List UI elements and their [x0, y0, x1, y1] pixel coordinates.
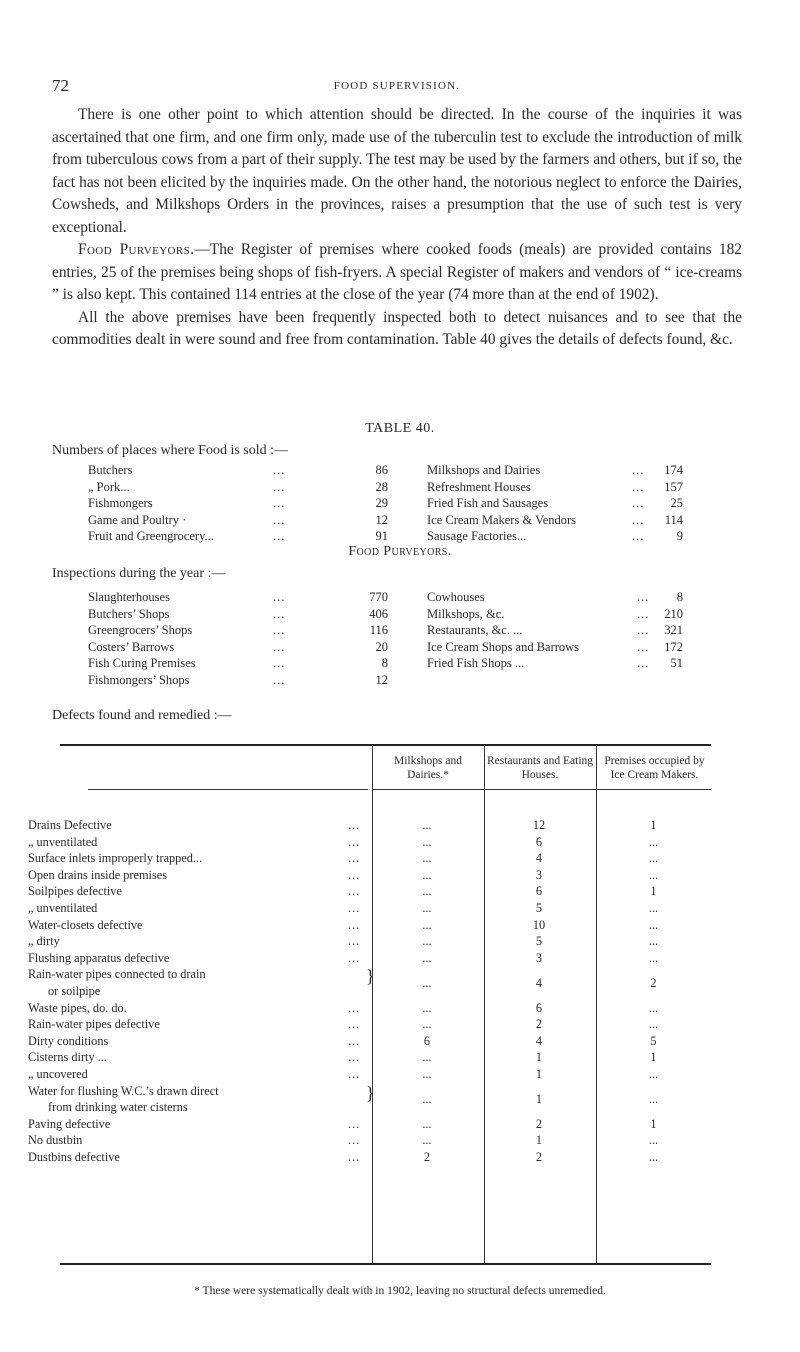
leader-dots: ...: [348, 884, 361, 899]
list-item: [427, 589, 683, 606]
inspections-left-list: [88, 589, 388, 688]
item-value: 9: [676, 529, 683, 543]
leader-dots: ...: [273, 606, 286, 621]
leader-dots: ...: [348, 1133, 361, 1148]
item-value: 8: [381, 656, 388, 670]
leader-dots: ...: [348, 867, 361, 882]
leader-dots: ...: [273, 656, 286, 670]
leader-dots: ...: [632, 496, 645, 510]
table-title: TABLE 40.: [365, 421, 435, 436]
purveyors-lead: Food Purveyors.: [78, 241, 195, 258]
leader-dots: ...: [273, 623, 286, 637]
row-label-continued: or soilpipe: [48, 983, 101, 998]
row-label: Rain-water pipes defective: [28, 1017, 160, 1032]
item-value: 12: [375, 512, 388, 527]
table-cell: ...: [422, 1116, 432, 1131]
item-label: Refreshment Houses: [427, 479, 531, 494]
item-value: 29: [375, 496, 388, 510]
table-cell: ...: [648, 901, 659, 915]
table-cell: 1: [650, 1116, 657, 1131]
table-cell: ...: [422, 917, 432, 932]
leader-dots: ...: [632, 529, 645, 543]
running-title: FOOD SUPERVISION.: [333, 80, 461, 92]
leader-dots: ...: [348, 851, 361, 866]
leader-dots: ...: [637, 639, 650, 654]
table-cell: ...: [422, 1091, 432, 1106]
item-label: Milkshops, &c.: [427, 606, 505, 621]
item-value: 321: [664, 623, 683, 637]
table-cell: 3: [535, 867, 543, 882]
list-item: [427, 528, 683, 545]
table-cell: ...: [648, 834, 659, 849]
table-bottom-rule: [60, 1263, 711, 1265]
leader-dots: ...: [348, 1000, 361, 1015]
table-cell: 12: [532, 818, 546, 832]
item-value: 28: [375, 479, 388, 494]
item-label: Butchers: [88, 463, 133, 477]
table-cell: 4: [535, 1033, 543, 1048]
item-value: 25: [670, 496, 683, 510]
table-cell: 6: [423, 1033, 431, 1048]
leader-dots: ...: [632, 512, 645, 527]
list-item: [88, 495, 388, 512]
list-item: [427, 495, 683, 512]
row-label: Open drains inside premises: [28, 867, 167, 882]
table-cell: ...: [422, 851, 432, 866]
table-cell: ...: [648, 917, 659, 932]
row-label: „ dirty: [28, 934, 60, 949]
list-item: [88, 512, 388, 529]
item-value: 114: [664, 512, 683, 527]
brace: }: [366, 1082, 375, 1103]
leader-dots: ...: [348, 1050, 361, 1065]
list-item: [427, 479, 683, 496]
table-cell: ...: [648, 1067, 659, 1081]
places-right-list: [427, 462, 683, 545]
leader-dots: ...: [348, 950, 361, 965]
leader-dots: ...: [348, 934, 361, 949]
leader-dots: ...: [273, 463, 286, 477]
column-header-ice-cream: Premises occupied by Ice Cream Makers.: [604, 755, 705, 781]
table-cell: ...: [648, 1017, 659, 1032]
table-cell: 1: [650, 818, 657, 832]
footnote: * These were systematically dealt with in 1902, leaving no structural defects unremedied.: [194, 1285, 606, 1297]
item-label: Slaughterhouses: [88, 590, 170, 604]
item-value: 91: [375, 529, 388, 543]
leader-dots: ...: [273, 639, 286, 654]
page-number: 72: [52, 76, 69, 95]
table-cell: 1: [535, 1067, 543, 1081]
leader-dots: ...: [273, 529, 286, 543]
leader-dots: ...: [348, 834, 361, 849]
table-cell: ...: [648, 851, 659, 866]
item-value: 12: [375, 672, 388, 687]
item-label: Ice Cream Shops and Barrows: [427, 639, 580, 654]
body-text: [52, 104, 742, 352]
table-cell: 6: [535, 834, 543, 849]
list-item: [88, 528, 388, 545]
item-label: Restaurants, &c. ...: [427, 623, 523, 637]
brace: }: [366, 966, 375, 987]
paragraph-purveyors: [52, 239, 742, 307]
item-value: 406: [369, 606, 388, 621]
row-label: Soilpipes defective: [28, 884, 122, 899]
table-cell: ...: [648, 950, 659, 965]
table-cell: ...: [648, 1091, 659, 1106]
row-label: Dustbins defective: [28, 1150, 120, 1164]
table-cell: ...: [422, 1000, 432, 1015]
table-cell: 10: [532, 917, 546, 932]
purveyors-text: —The Register of premises where cooked foods (meals) are provided contains 182 entries, 25 of the premises being shops of fish-fryers. A special Register of makers and vendors of “ ice-creams ” is also kept. This contained 114 entries at the close of the year (74 more than at the end of 1902).: [52, 241, 742, 303]
defects-intro: Defects found and remedied :—: [52, 708, 232, 723]
table-cell: ...: [648, 934, 659, 949]
table-cell: ...: [422, 834, 432, 849]
table-cell: 5: [535, 901, 543, 915]
list-item: [88, 606, 388, 623]
table-cell: 4: [535, 851, 543, 866]
header-rule-label: [88, 789, 368, 790]
leader-dots: ...: [273, 496, 286, 510]
leader-dots: ...: [348, 1150, 361, 1164]
item-label: Greengrocers’ Shops: [88, 623, 193, 637]
table-cell: 1: [535, 1050, 543, 1065]
leader-dots: ...: [273, 479, 286, 494]
leader-dots: ...: [637, 623, 650, 637]
column-header-milkshops: Milkshops and Dairies.*: [393, 755, 463, 781]
item-label: Ice Cream Makers & Vendors: [427, 512, 577, 527]
item-value: 157: [664, 479, 683, 494]
leader-dots: ...: [348, 818, 361, 832]
row-label: Flushing apparatus defective: [28, 950, 170, 965]
row-label: Water for flushing W.C.’s drawn direct: [28, 1083, 219, 1098]
row-label-continued: from drinking water cisterns: [48, 1100, 188, 1115]
item-label: Butchers’ Shops: [88, 606, 170, 621]
leader-dots: ...: [637, 656, 650, 670]
table-cell: 3: [535, 950, 543, 965]
row-label: Paving defective: [28, 1116, 111, 1131]
item-label: Fruit and Greengrocery...: [88, 529, 214, 543]
header-rule-columns: [372, 789, 711, 790]
list-item: [427, 622, 683, 639]
leader-dots: ...: [348, 1067, 361, 1081]
item-value: 172: [664, 639, 683, 654]
leader-dots: ...: [273, 512, 286, 527]
leader-dots: ...: [348, 1116, 361, 1131]
item-label: Fishmongers: [88, 496, 153, 510]
table-cell: 1: [650, 884, 657, 899]
places-left-list: [88, 462, 388, 545]
row-label: No dustbin: [28, 1133, 83, 1148]
leader-dots: ...: [637, 590, 650, 604]
row-label: Rain-water pipes connected to drain: [28, 967, 206, 982]
item-value: 174: [664, 463, 683, 477]
table-cell: ...: [422, 975, 432, 990]
item-label: Costers’ Barrows: [88, 639, 175, 654]
inspections-intro: Inspections during the year :—: [52, 566, 226, 581]
table-cell: ...: [648, 1150, 659, 1164]
paragraph-inspections: All the above premises have been frequently inspected both to detect nuisances and to see that the commodities dealt in were sound and free from contamination. Table 40 gives the details of defects found, &c.: [52, 308, 742, 348]
item-label: Fishmongers’ Shops: [88, 672, 190, 687]
leader-dots: ...: [273, 590, 286, 604]
column-header-restaurants: Restaurants and Eating Houses.: [486, 755, 594, 781]
list-item: [88, 639, 388, 656]
item-label: Milkshops and Dairies: [427, 463, 541, 477]
table-cell: 2: [650, 975, 657, 990]
list-item: [427, 462, 683, 479]
table-cell: ...: [422, 867, 432, 882]
item-value: 116: [369, 623, 388, 637]
row-label: Dirty conditions: [28, 1033, 109, 1048]
row-label: Drains Defective: [28, 818, 112, 832]
table-cell: ...: [422, 1133, 432, 1148]
item-label: Game and Poultry ·: [88, 512, 187, 527]
table-cell: ...: [422, 1050, 432, 1065]
leader-dots: ...: [637, 606, 650, 621]
leader-dots: ...: [273, 672, 286, 687]
table-cell: 6: [535, 1000, 543, 1015]
list-item: [88, 479, 388, 496]
table-cell: 2: [535, 1150, 543, 1164]
row-label: Surface inlets improperly trapped...: [28, 851, 203, 866]
table-cell: 5: [650, 1033, 657, 1048]
list-item: [88, 672, 388, 689]
item-value: 770: [369, 590, 388, 604]
table-cell: ...: [422, 950, 432, 965]
list-item: [427, 606, 683, 623]
table-cell: 5: [535, 934, 543, 949]
item-label: Cowhouses: [427, 590, 485, 604]
leader-dots: ...: [348, 1033, 361, 1048]
list-item: [427, 512, 683, 529]
table-cell: 2: [423, 1150, 431, 1164]
list-item: [88, 655, 388, 672]
table-cell: ...: [648, 1133, 659, 1148]
table-cell: 1: [535, 1091, 543, 1106]
item-label: „ Pork...: [88, 479, 130, 494]
table-cell: ...: [648, 1000, 659, 1015]
row-label: „ unventilated: [28, 834, 98, 849]
item-label: Fried Fish Shops ...: [427, 656, 525, 670]
list-item: [427, 639, 683, 656]
table-cell: ...: [422, 818, 432, 832]
table-cell: 4: [535, 975, 543, 990]
table-cell: 1: [535, 1133, 543, 1148]
list-item: [427, 655, 683, 672]
item-value: 210: [664, 606, 683, 621]
table-cell: ...: [648, 867, 659, 882]
row-label: Cisterns dirty ...: [28, 1050, 107, 1065]
table-cell: 6: [535, 884, 543, 899]
row-label: Waste pipes, do. do.: [28, 1000, 127, 1015]
page-header: [52, 76, 742, 100]
places-intro: Numbers of places where Food is sold :—: [52, 443, 289, 458]
row-label: Water-closets defective: [28, 917, 143, 932]
leader-dots: ...: [348, 917, 361, 932]
row-label: „ unventilated: [28, 901, 98, 915]
table-top-rule: [60, 744, 711, 746]
leader-dots: ...: [632, 479, 645, 494]
inspections-right-list: [427, 589, 683, 672]
table-cell: ...: [422, 884, 432, 899]
table-cell: 1: [650, 1050, 657, 1065]
table-cell: 2: [535, 1017, 543, 1032]
item-value: 20: [375, 639, 388, 654]
table-cell: ...: [422, 1067, 432, 1081]
paragraph-tuberculin: There is one other point to which attention should be directed. In the course of the inquiries it was ascertained that one firm, and one firm only, made use of the tuberculin test to exclude the introduction of milk from tuberculous cows from a part of their supply. The test may be used by the farmers and others, but if so, the fact has not been elicited by the inquiries made. On the other hand, the notorious neglect to enforce the Dairies, Cowsheds, and Milkshops Orders in the provinces, raises a presumption that the use of such test is very exceptional.: [52, 106, 742, 236]
list-item: [88, 622, 388, 639]
table-cell: ...: [422, 1017, 432, 1032]
list-item: [88, 462, 388, 479]
item-label: Fried Fish and Sausages: [427, 496, 549, 510]
table-cell: ...: [422, 934, 432, 949]
table-cell: ...: [422, 901, 432, 915]
item-label: Fish Curing Premises: [88, 656, 196, 670]
item-value: 86: [375, 463, 388, 477]
item-value: 8: [676, 590, 683, 604]
row-label: „ uncovered: [28, 1067, 88, 1081]
food-purveyors-heading: Food Purveyors.: [348, 544, 452, 559]
leader-dots: ...: [348, 1017, 361, 1032]
table-cell: 2: [535, 1116, 543, 1131]
leader-dots: ...: [348, 901, 361, 915]
list-item: [88, 589, 388, 606]
item-label: Sausage Factories...: [427, 529, 527, 543]
leader-dots: ...: [632, 463, 645, 477]
item-value: 51: [670, 656, 683, 670]
